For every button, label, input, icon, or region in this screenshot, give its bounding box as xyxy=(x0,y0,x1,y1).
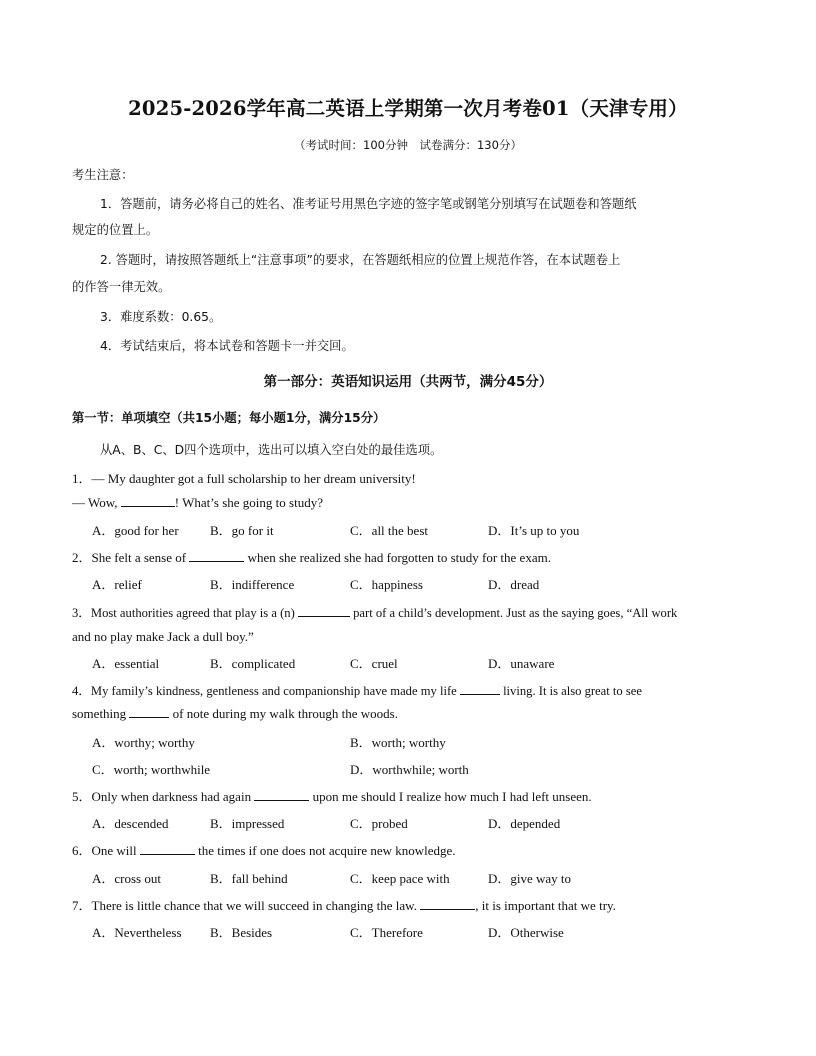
q4-post: living. It is also great to see xyxy=(503,684,642,698)
q4-line2-pre: something xyxy=(72,706,127,721)
q1-line2-post: ! What’s she going to study? xyxy=(174,495,323,510)
q6-blank xyxy=(140,844,195,855)
section1-instruction: 从A、B、C、D四个选项中，选出可以填入空白处的最佳选项。 xyxy=(100,443,443,457)
q5-option-b: B．impressed xyxy=(210,816,285,831)
q2-post: when she realized she had forgotten to study for the exam. xyxy=(247,550,551,565)
q6-stem xyxy=(72,840,456,859)
q3-post: part of a child’s development. Just as the saying goes, “All work xyxy=(353,606,678,620)
q4-option-b: B．worth; worthy xyxy=(350,735,446,750)
note-3: 3．难度系数：0.65。 xyxy=(100,310,222,324)
q5-pre: 5．Only when darkness had again xyxy=(72,789,252,804)
q4-stem xyxy=(72,680,642,699)
q7-option-b: B．Besides xyxy=(210,925,273,940)
part1-title: 第一部分：英语知识运用（共两节，满分45分） xyxy=(263,374,553,390)
q6-post: the times if one does not acquire new knowledge. xyxy=(198,843,456,858)
q1-stem: 1．— My daughter got a full scholarship to her dream university! xyxy=(72,471,416,486)
q6-option-d: D．give way to xyxy=(488,871,572,886)
q1-option-d: D．It’s up to you xyxy=(488,523,580,538)
q5-blank xyxy=(254,790,309,801)
note-1-line-2: 规定的位置上。 xyxy=(72,223,159,237)
q7-stem xyxy=(72,895,616,914)
q5-option-a: A．descended xyxy=(92,816,169,831)
q1-option-a: A．good for her xyxy=(92,523,179,538)
q4-option-c: C．worth; worthwhile xyxy=(92,762,211,777)
q2-option-a: A．relief xyxy=(92,577,142,592)
q3-blank xyxy=(298,606,350,617)
q6-pre: 6．One will xyxy=(72,843,137,858)
note-1-line-1: 1．答题前，请务必将自己的姓名、准考证号用黑色字迹的签字笔或钢笔分别填写在试题卷和答题纸 xyxy=(100,197,637,211)
q2-blank xyxy=(189,551,244,562)
q3-line2: and no play make Jack a dull boy.” xyxy=(72,629,254,644)
q4-option-a: A．worthy; worthy xyxy=(92,735,195,750)
q6-option-b: B．fall behind xyxy=(210,871,288,886)
q3-option-c: C．cruel xyxy=(350,656,398,671)
exam-subtitle: （考试时间：100分钟 试卷满分：130分） xyxy=(294,138,522,152)
q7-option-c: C．Therefore xyxy=(350,925,423,940)
q2-option-d: D．dread xyxy=(488,577,540,592)
q7-option-d: D．Otherwise xyxy=(488,925,564,940)
q2-option-b: B．indifference xyxy=(210,577,295,592)
q1-option-c: C．all the best xyxy=(350,523,428,538)
q3-option-b: B．complicated xyxy=(210,656,296,671)
q7-option-a: A．Nevertheless xyxy=(92,925,182,940)
q2-pre: 2．She felt a sense of xyxy=(72,550,187,565)
q3-option-d: D．unaware xyxy=(488,656,555,671)
q5-option-d: D．depended xyxy=(488,816,561,831)
q5-stem xyxy=(72,786,592,805)
notes-heading: 考生注意： xyxy=(72,168,134,182)
q6-option-a: A．cross out xyxy=(92,871,161,886)
q4-blank-1 xyxy=(460,684,500,695)
q7-post: , it is important that we try. xyxy=(475,898,616,913)
note-2-line-2: 的作答一律无效。 xyxy=(72,280,171,294)
q4-pre: 4．My family’s kindness, gentleness and companionship have made my life xyxy=(72,684,457,698)
q5-post: upon me should I realize how much I had left unseen. xyxy=(312,789,592,804)
q3-stem xyxy=(72,602,677,621)
q7-pre: 7．There is little chance that we will succeed in changing the law. xyxy=(72,898,417,913)
q1-line2-pre: — Wow, xyxy=(72,495,118,510)
q4-option-d: D．worthwhile; worth xyxy=(350,762,469,777)
note-2-line-1: 2. 答题时，请按照答题纸上“注意事项”的要求，在答题纸相应的位置上规范作答，在本试题卷上 xyxy=(100,253,621,267)
q3-pre: 3．Most authorities agreed that play is a (n) xyxy=(72,606,295,620)
q6-option-c: C．keep pace with xyxy=(350,871,450,886)
q1-option-b: B．go for it xyxy=(210,523,274,538)
q4-line2 xyxy=(72,706,398,722)
q2-option-c: C．happiness xyxy=(350,577,423,592)
q1-line2 xyxy=(72,495,323,511)
q4-line2-post: of note during my walk through the woods. xyxy=(172,706,398,721)
note-4: 4．考试结束后，将本试卷和答题卡一并交回。 xyxy=(100,339,354,353)
section1-title: 第一节：单项填空（共15小题；每小题1分，满分15分） xyxy=(72,411,386,425)
q2-stem xyxy=(72,547,551,566)
q4-blank-2 xyxy=(129,707,169,718)
q1-blank xyxy=(121,496,175,507)
exam-title: 2025-2026学年高二英语上学期第一次月考卷01（天津专用） xyxy=(128,97,688,120)
q5-option-c: C．probed xyxy=(350,816,408,831)
q7-blank xyxy=(420,899,475,910)
q3-option-a: A．essential xyxy=(92,656,160,671)
